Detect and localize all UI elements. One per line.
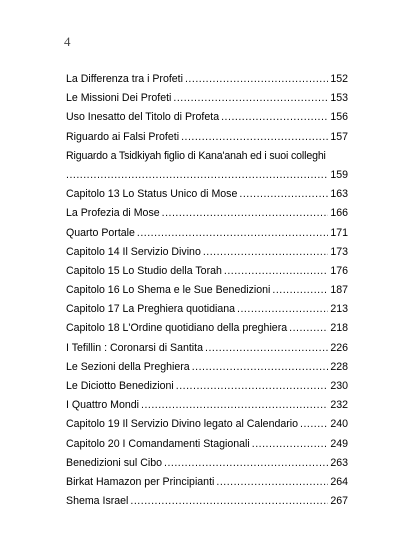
toc-entry-page: 264 (330, 475, 348, 488)
toc-entry-title: Le Diciotto Benedizioni (66, 380, 174, 392)
dot-leader (141, 396, 328, 415)
dot-leader (164, 454, 328, 473)
dot-leader (137, 224, 328, 243)
toc-entry[interactable] (66, 454, 348, 473)
toc-entry[interactable] (66, 185, 348, 204)
dot-leader (221, 108, 328, 127)
toc-entry-title: Benedizioni sul Cibo (66, 456, 162, 469)
toc-entry-title: Le Missioni Dei Profeti (66, 92, 172, 105)
dot-leader (237, 300, 328, 319)
toc-entry-page: 171 (330, 226, 348, 239)
dot-leader (252, 435, 329, 454)
toc-entry-title: Shema Israel (66, 495, 129, 508)
toc-entry-title: Capitolo 19 Il Servizio Divino legato al Calendario (66, 418, 299, 431)
toc-entry-page: 159 (330, 168, 348, 181)
toc-entry[interactable] (66, 128, 348, 147)
dot-leader (205, 339, 328, 358)
toc-entry[interactable] (66, 281, 348, 300)
toc-entry[interactable] (66, 224, 348, 243)
toc-entry-title: Riguardo ai Falsi Profeti (66, 130, 180, 143)
toc-entry-title: Capitolo 17 La Preghiera quotidiana (66, 303, 236, 316)
toc-entry-title: Capitolo 14 Il Servizio Divino (66, 245, 201, 258)
dot-leader (272, 281, 328, 300)
toc-entry-continuation[interactable] (66, 166, 348, 185)
toc-entry-page: 228 (330, 360, 348, 373)
dot-leader (203, 243, 328, 262)
dot-leader (224, 262, 328, 281)
toc-entry-title: I Quattro Mondi (66, 399, 140, 412)
toc-entry-page: 157 (330, 130, 348, 143)
dot-leader (289, 319, 328, 338)
dot-leader (181, 128, 328, 147)
toc-entry-page: 156 (330, 111, 348, 124)
toc-entry-page: 187 (330, 284, 348, 297)
toc-entry[interactable] (66, 262, 348, 281)
toc-entry[interactable] (66, 70, 348, 89)
toc-entry-page: 226 (330, 341, 348, 354)
toc-entry-title: Birkat Hamazon per Principianti (66, 475, 215, 488)
toc-entry-page: 249 (330, 437, 348, 450)
toc-entry[interactable] (66, 89, 348, 108)
toc-entry[interactable] (66, 396, 348, 415)
toc-entry[interactable] (66, 473, 348, 492)
toc-entry-page: 230 (330, 380, 348, 392)
toc-entry-page: 163 (330, 188, 348, 201)
toc-entry[interactable] (66, 339, 348, 358)
toc-entry-title: Capitolo 18 L'Ordine quotidiano della preghiera (66, 322, 288, 335)
toc-entry-page: 263 (330, 456, 348, 469)
toc-entry-title: I Tefillin : Coronarsi di Santita (66, 341, 203, 354)
dot-leader (192, 358, 329, 377)
toc-entry-title: Quarto Portale (66, 226, 135, 239)
toc-entry[interactable] (66, 243, 348, 262)
toc-entry[interactable] (66, 415, 348, 434)
toc-entry[interactable] (66, 108, 348, 127)
toc-entry-title: La Profezia di Mose (66, 207, 160, 220)
toc-entry-title: Capitolo 13 Lo Status Unico di Mose (66, 188, 238, 201)
toc-entry[interactable] (66, 204, 348, 223)
dot-leader (66, 166, 328, 185)
dot-leader (130, 492, 328, 511)
dot-leader (176, 377, 329, 396)
toc-entry-title: Capitolo 15 Lo Studio della Torah (66, 264, 222, 277)
toc-entry-page: 232 (330, 399, 348, 412)
dot-leader (300, 415, 328, 434)
dot-leader (216, 473, 328, 492)
toc-entry[interactable] (66, 319, 348, 338)
dot-leader (239, 185, 328, 204)
toc-entry-title: Le Sezioni della Preghiera (66, 360, 190, 373)
toc-entry-title: Uso Inesatto del Titolo di Profeta (66, 111, 220, 124)
toc-entry-title[interactable]: Riguardo a Tsidkiyah figlio di Kana'anah ed i suoi colleghi (66, 149, 326, 162)
toc-entry-page: 173 (330, 245, 348, 258)
toc-entry[interactable] (66, 492, 348, 511)
toc-entry[interactable] (66, 300, 348, 319)
toc-entry-page: 153 (330, 92, 348, 105)
toc-entry-page: 152 (330, 73, 348, 85)
toc-entry[interactable] (66, 435, 348, 454)
toc-entry[interactable] (66, 358, 348, 377)
toc-entry-page: 213 (330, 303, 348, 316)
toc-entry-title: Capitolo 16 Lo Shema e le Sue Benedizioni (66, 284, 271, 297)
toc-entry-page: 166 (330, 207, 348, 220)
dot-leader (173, 89, 328, 108)
toc-entry-page: 176 (330, 264, 348, 277)
toc-entry-title: La Differenza tra i Profeti (66, 73, 183, 85)
page-number: 4 (64, 34, 71, 49)
dot-leader (162, 204, 329, 223)
table-of-contents (66, 70, 348, 511)
toc-entry-page: 240 (330, 418, 348, 431)
toc-entry-title: Capitolo 20 I Comandamenti Stagionali (66, 437, 250, 450)
toc-entry-page: 267 (330, 495, 348, 508)
toc-entry-page: 218 (330, 322, 348, 335)
toc-entry[interactable] (66, 377, 348, 396)
dot-leader (185, 70, 328, 89)
